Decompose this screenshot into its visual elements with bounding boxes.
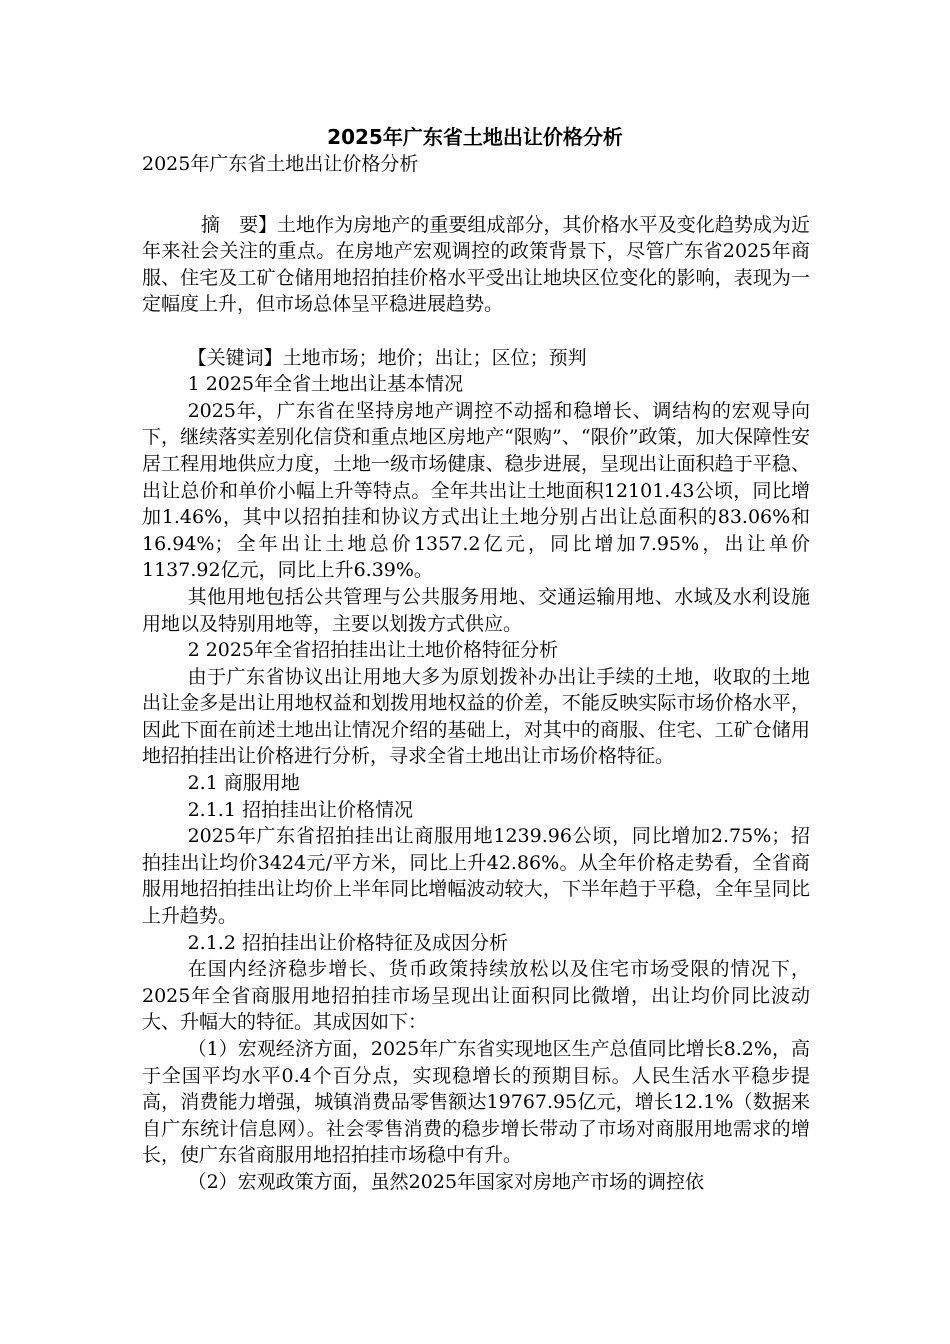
spacer [142, 318, 810, 345]
document-body [142, 151, 810, 1196]
body-paragraph: 2025年广东省招拍挂出让商服用地1239.96公顷，同比增加2.75%；招拍挂出让均价3424元/平方米，同比上升42.86%。从全年价格走势看，全省商服用地招拍挂出让均价上半年同比增幅波动较大，下半年趋于平稳，全年呈同比上升趋势。 [142, 825, 810, 928]
body-paragraph: 在国内经济稳步增长、货币政策持续放松以及住宅市场受限的情况下，2025年全省商服用地招拍挂市场呈现出让面积同比微增，出让均价同比波动大、升幅大的特征。其成因如下： [142, 958, 810, 1034]
section-heading-1: 1 2025年全省土地出让基本情况 [187, 373, 464, 396]
list-item-2: （2）宏观政策方面，虽然2025年国家对房地产市场的调控依 [187, 1170, 705, 1193]
section-heading-2-1-2: 2.1.2 招拍挂出让价格特征及成因分析 [187, 931, 508, 954]
section-heading-2-1: 2.1 商服用地 [187, 772, 300, 795]
section-heading-2: 2 2025年全省招拍挂出让土地价格特征分析 [187, 639, 559, 662]
section-heading-2-1-1: 2.1.1 招拍挂出让价格情况 [187, 798, 413, 821]
abstract-paragraph: 摘 要】土地作为房地产的重要组成部分，其价格水平及变化趋势成为近年来社会关注的重点。在房地产宏观调控的政策背景下，尽管广东省2025年商服、住宅及工矿仓储用地招拍挂价格水平受出让地块区位变化的影响，表现为一定幅度上升，但市场总体呈平稳进展趋势。 [142, 213, 810, 316]
list-item-1: （1）宏观经济方面，2025年广东省实现地区生产总值同比增长8.2%，高于全国平均水平0.4个百分点，实现稳增长的预期目标。人民生活水平稳步提高，消费能力增强，城镇消费品零售额达19767.95亿元，增长12.1%（数据来自广东统计信息网）。社会零售消费的稳步增长带动了市场对商服用地需求的增长，使广东省商服用地招拍挂市场稳中有升。 [142, 1038, 810, 1167]
body-paragraph: 由于广东省协议出让用地大多为原划拨补办出让手续的土地，收取的土地出让金多是出让用地权益和划拨用地权益的价差，不能反映实际市场价格水平，因此下面在前述土地出让情况介绍的基础上，对其中的商服、住宅、工矿仓储用地招拍挂出让价格进行分析，寻求全省土地出让市场价格特征。 [142, 665, 810, 768]
page-title: 2025年广东省土地出让价格分析 [327, 125, 623, 149]
body-paragraph: 2025年，广东省在坚持房地产调控不动摇和稳增长、调结构的宏观导向下，继续落实差别化信贷和重点地区房地产“限购”、“限价”政策，加大保障性安居工程用地供应力度，土地一级市场健康、稳步进展，呈现出让面积趋于平稳、出让总价和单价小幅上升等特点。全年共出让土地面积12101.43公顷，同比增加1.46%，其中以招拍挂和协议方式出让土地分别占出让总面积的83.06%和16.94%；全年出让土地总价1357.2亿元，同比增加7.95%，出让单价1137.92亿元，同比上升6.39%。 [142, 399, 810, 582]
body-paragraph: 其他用地包括公共管理与公共服务用地、交通运输用地、水域及水利设施用地以及特别用地等，主要以划拨方式供应。 [142, 585, 810, 635]
subtitle-line: 2025年广东省土地出让价格分析 [142, 153, 419, 175]
spacer [142, 178, 810, 212]
keywords-line: 【关键词】土地市场；地价；出让；区位；预判 [187, 346, 587, 369]
